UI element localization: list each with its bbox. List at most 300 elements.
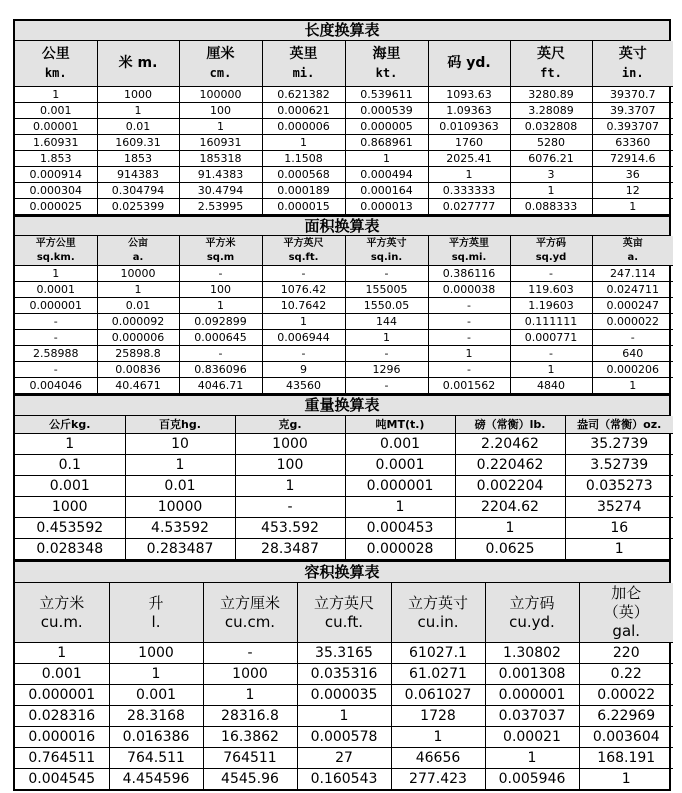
conversion-tables-page xyxy=(13,19,671,791)
table-cell: 1 xyxy=(297,706,391,727)
volume-header-row xyxy=(15,583,673,643)
column-header xyxy=(510,236,592,266)
table-cell: 1076.42 xyxy=(262,282,345,298)
column-header-label: 立方米 xyxy=(39,593,85,612)
table-cell: 0.001 xyxy=(345,434,455,455)
column-header-label: 英亩 xyxy=(622,237,643,249)
table-cell: 1000 xyxy=(15,497,125,518)
table-cell: 30.4794 xyxy=(179,183,262,199)
column-header-label: 公里 xyxy=(41,45,70,62)
table-cell: 0.453592 xyxy=(15,518,125,539)
column-header-label: 盎司（常衡）oz. xyxy=(577,418,662,431)
table-cell: 220 xyxy=(579,643,673,664)
table-cell: 1 xyxy=(15,434,125,455)
table-cell: 1000 xyxy=(203,664,297,685)
table-cell: 0.000013 xyxy=(345,199,428,215)
column-header-label: 公斤kg. xyxy=(49,418,91,431)
table-cell: 61027.1 xyxy=(391,643,485,664)
table-cell: - xyxy=(510,266,592,282)
table-cell: - xyxy=(345,346,428,362)
area-table-title: 面积换算表 xyxy=(15,217,669,236)
table-cell: 46656 xyxy=(391,748,485,769)
table-cell: 1.60931 xyxy=(15,135,97,151)
column-header xyxy=(262,41,345,87)
table-cell: 0.01 xyxy=(125,476,235,497)
table-cell: 0.333333 xyxy=(428,183,510,199)
table-cell: 0.027777 xyxy=(428,199,510,215)
table-cell: 1.853 xyxy=(15,151,97,167)
table-row xyxy=(15,378,673,394)
length-conversion-section xyxy=(13,19,671,214)
table-cell: 0.003604 xyxy=(579,727,673,748)
table-row xyxy=(15,643,673,664)
table-cell: 1853 xyxy=(97,151,179,167)
table-cell: 0.000304 xyxy=(15,183,97,199)
column-header-label: 平方公里 xyxy=(35,237,76,249)
table-cell: - xyxy=(428,314,510,330)
table-cell: 0.000001 xyxy=(345,476,455,497)
table-cell: 0.000006 xyxy=(97,330,179,346)
column-header-label: 平方米 xyxy=(205,237,236,249)
column-header-unit: sq.km. xyxy=(36,251,75,263)
column-header xyxy=(592,41,673,87)
table-cell: 0.220462 xyxy=(455,455,565,476)
column-header-label: 厘米 xyxy=(206,45,235,62)
weight-conversion-section xyxy=(13,393,671,559)
column-header xyxy=(262,236,345,266)
table-cell: 0.764511 xyxy=(15,748,109,769)
table-cell: 0.00021 xyxy=(485,727,579,748)
table-cell: 185318 xyxy=(179,151,262,167)
table-cell: 0.000028 xyxy=(345,539,455,560)
table-cell: 3.52739 xyxy=(565,455,673,476)
table-cell: 40.4671 xyxy=(97,378,179,394)
table-cell: 2204.62 xyxy=(455,497,565,518)
weight-header-row xyxy=(15,416,673,434)
table-cell: 0.004545 xyxy=(15,769,109,790)
table-cell: 0.001308 xyxy=(485,664,579,685)
column-header xyxy=(97,41,179,87)
table-cell: 1 xyxy=(125,455,235,476)
column-header-label: 公亩 xyxy=(128,237,148,249)
table-cell: 39.3707 xyxy=(592,103,673,119)
table-cell: 1 xyxy=(109,664,203,685)
table-cell: 0.028348 xyxy=(15,539,125,560)
table-cell: 0.000038 xyxy=(428,282,510,298)
table-cell: 0.386116 xyxy=(428,266,510,282)
area-conversion-section xyxy=(13,214,671,393)
table-cell: 91.4383 xyxy=(179,167,262,183)
column-header-unit: ft. xyxy=(540,65,562,80)
table-cell: - xyxy=(179,346,262,362)
column-header-unit: in. xyxy=(621,65,644,80)
column-header-unit: gal. xyxy=(612,622,641,640)
table-row xyxy=(15,87,673,103)
table-cell: 1 xyxy=(428,167,510,183)
table-cell: 0.000015 xyxy=(262,199,345,215)
table-cell: 247.114 xyxy=(592,266,673,282)
column-header xyxy=(485,583,579,643)
table-cell: 0.004046 xyxy=(15,378,97,394)
table-cell: 1 xyxy=(97,103,179,119)
table-cell: 36 xyxy=(592,167,673,183)
table-cell: 1 xyxy=(345,330,428,346)
column-header xyxy=(579,583,673,643)
table-cell: 0.000494 xyxy=(345,167,428,183)
table-cell: 0.000247 xyxy=(592,298,673,314)
column-header-label: 平方英寸 xyxy=(366,237,407,249)
table-cell: 0.035316 xyxy=(297,664,391,685)
table-cell: - xyxy=(428,298,510,314)
table-cell: 63360 xyxy=(592,135,673,151)
table-cell: - xyxy=(203,643,297,664)
table-cell: 144 xyxy=(345,314,428,330)
column-header-label: 海里 xyxy=(372,45,401,62)
table-cell: 0.01 xyxy=(97,298,179,314)
table-cell: 1.19603 xyxy=(510,298,592,314)
column-header-unit: sq.mi. xyxy=(451,251,487,263)
column-header-unit: （英） xyxy=(603,603,649,621)
table-row xyxy=(15,476,673,497)
table-row xyxy=(15,199,673,215)
column-header xyxy=(297,583,391,643)
table-cell: 0.092899 xyxy=(179,314,262,330)
table-cell: 1 xyxy=(15,643,109,664)
table-cell: 168.191 xyxy=(579,748,673,769)
column-header xyxy=(203,583,297,643)
column-header-label: 立方厘米 xyxy=(219,593,280,612)
table-cell: 0.0001 xyxy=(345,455,455,476)
table-cell: 1.09363 xyxy=(428,103,510,119)
table-row xyxy=(15,706,673,727)
table-row xyxy=(15,135,673,151)
column-header-unit: a. xyxy=(132,251,144,263)
table-cell: 0.088333 xyxy=(510,199,592,215)
table-cell: 0.0001 xyxy=(15,282,97,298)
table-cell: 35.3165 xyxy=(297,643,391,664)
table-cell: 0.001 xyxy=(15,664,109,685)
table-cell: 4840 xyxy=(510,378,592,394)
column-header-label: 升 xyxy=(148,593,164,612)
table-cell: - xyxy=(592,330,673,346)
table-cell: 1 xyxy=(15,87,97,103)
table-cell: 1 xyxy=(592,199,673,215)
column-header-label: 立方码 xyxy=(509,593,555,612)
column-header-label: 英里 xyxy=(289,45,318,62)
table-cell: 0.836096 xyxy=(179,362,262,378)
table-cell: 3.28089 xyxy=(510,103,592,119)
table-cell: 0.00836 xyxy=(97,362,179,378)
table-cell: 1550.05 xyxy=(345,298,428,314)
table-cell: 1 xyxy=(592,378,673,394)
table-cell: 1 xyxy=(97,282,179,298)
table-row xyxy=(15,455,673,476)
table-cell: 0.000578 xyxy=(297,727,391,748)
column-header-label: 英尺 xyxy=(537,45,565,62)
table-cell: 764.511 xyxy=(109,748,203,769)
table-cell: 28.3487 xyxy=(235,539,345,560)
table-cell: 0.000006 xyxy=(262,119,345,135)
table-cell: 1 xyxy=(428,346,510,362)
table-cell: 1000 xyxy=(109,643,203,664)
column-header-unit: sq.m xyxy=(206,251,235,263)
column-header xyxy=(109,583,203,643)
table-cell: 1760 xyxy=(428,135,510,151)
table-cell: 0.028316 xyxy=(15,706,109,727)
length-table-title: 长度换算表 xyxy=(15,21,669,41)
table-cell: 0.001 xyxy=(15,103,97,119)
table-cell: 12 xyxy=(592,183,673,199)
table-cell: 35.2739 xyxy=(565,434,673,455)
table-cell: 1 xyxy=(510,183,592,199)
column-header xyxy=(15,236,97,266)
table-row xyxy=(15,685,673,706)
table-cell: 1093.63 xyxy=(428,87,510,103)
column-header-label: 英寸 xyxy=(618,45,647,62)
table-cell: - xyxy=(15,330,97,346)
table-cell: 1000 xyxy=(235,434,345,455)
table-cell: 0.000025 xyxy=(15,199,97,215)
table-cell: 3 xyxy=(510,167,592,183)
table-cell: 0.000001 xyxy=(15,685,109,706)
column-header-unit: sq.in. xyxy=(370,251,403,263)
column-header xyxy=(592,236,673,266)
table-cell: 0.00022 xyxy=(579,685,673,706)
table-cell: 0.024711 xyxy=(592,282,673,298)
table-cell: 0.00001 xyxy=(15,119,97,135)
column-header xyxy=(565,416,673,434)
volume-table-title: 容积换算表 xyxy=(15,562,669,583)
table-row xyxy=(15,539,673,560)
table-cell: 1 xyxy=(510,362,592,378)
column-header-unit: l. xyxy=(151,612,161,631)
table-cell: 10 xyxy=(125,434,235,455)
column-header-label: 百克hg. xyxy=(159,418,201,431)
column-header xyxy=(345,41,428,87)
column-header xyxy=(428,41,510,87)
table-row xyxy=(15,183,673,199)
area-table-body xyxy=(15,266,673,394)
table-cell: 43560 xyxy=(262,378,345,394)
table-cell: 1.30802 xyxy=(485,643,579,664)
table-cell: 0.000189 xyxy=(262,183,345,199)
table-cell: 1 xyxy=(262,135,345,151)
table-cell: 0.061027 xyxy=(391,685,485,706)
column-header xyxy=(345,416,455,434)
table-cell: 0.621382 xyxy=(262,87,345,103)
table-cell: 35274 xyxy=(565,497,673,518)
table-cell: 1 xyxy=(345,151,428,167)
table-cell: 0.868961 xyxy=(345,135,428,151)
table-cell: - xyxy=(428,362,510,378)
table-cell: 0.002204 xyxy=(455,476,565,497)
table-cell: 2.53995 xyxy=(179,199,262,215)
table-cell: 0.037037 xyxy=(485,706,579,727)
table-cell: 1 xyxy=(391,727,485,748)
table-row xyxy=(15,119,673,135)
table-cell: 160931 xyxy=(179,135,262,151)
table-cell: - xyxy=(345,378,428,394)
table-cell: 1 xyxy=(579,769,673,790)
table-cell: - xyxy=(428,330,510,346)
table-cell: 0.000914 xyxy=(15,167,97,183)
volume-table-body xyxy=(15,643,673,790)
table-cell: - xyxy=(15,362,97,378)
table-cell: 0.000621 xyxy=(262,103,345,119)
table-cell: 764511 xyxy=(203,748,297,769)
table-cell: 0.000001 xyxy=(15,298,97,314)
length-header-row xyxy=(15,41,673,87)
table-cell: - xyxy=(510,346,592,362)
table-row xyxy=(15,266,673,282)
column-header xyxy=(345,236,428,266)
column-header xyxy=(391,583,485,643)
table-cell: 277.423 xyxy=(391,769,485,790)
weight-conversion-table xyxy=(15,416,673,559)
table-cell: 1609.31 xyxy=(97,135,179,151)
table-cell: 2025.41 xyxy=(428,151,510,167)
table-cell: 0.000005 xyxy=(345,119,428,135)
table-row xyxy=(15,497,673,518)
column-header xyxy=(15,583,109,643)
column-header-label: 立方英寸 xyxy=(407,593,468,612)
table-cell: - xyxy=(345,266,428,282)
table-cell: 1 xyxy=(179,298,262,314)
table-cell: 0.005946 xyxy=(485,769,579,790)
table-cell: - xyxy=(179,266,262,282)
table-row xyxy=(15,330,673,346)
table-cell: 0.304794 xyxy=(97,183,179,199)
table-row xyxy=(15,769,673,790)
table-cell: - xyxy=(262,346,345,362)
table-cell: 0.025399 xyxy=(97,199,179,215)
table-cell: 0.000001 xyxy=(485,685,579,706)
volume-conversion-table xyxy=(15,583,673,789)
table-cell: 100000 xyxy=(179,87,262,103)
table-cell: 39370.7 xyxy=(592,87,673,103)
table-cell: 27 xyxy=(297,748,391,769)
table-cell: 0.000092 xyxy=(97,314,179,330)
area-conversion-table xyxy=(15,236,673,393)
table-row xyxy=(15,727,673,748)
column-header-label: 平方英里 xyxy=(449,237,489,249)
table-cell: - xyxy=(235,497,345,518)
column-header-unit: cu.in. xyxy=(417,612,459,631)
table-cell: 0.0109363 xyxy=(428,119,510,135)
table-cell: 1 xyxy=(235,476,345,497)
table-cell: 25898.8 xyxy=(97,346,179,362)
table-cell: 0.000645 xyxy=(179,330,262,346)
table-cell: 0.032808 xyxy=(510,119,592,135)
table-cell: 1 xyxy=(485,748,579,769)
table-cell: 0.1 xyxy=(15,455,125,476)
table-cell: 28.3168 xyxy=(109,706,203,727)
table-cell: 10.7642 xyxy=(262,298,345,314)
column-header-unit: cu.ft. xyxy=(324,612,364,631)
column-header xyxy=(235,416,345,434)
column-header-label: 吨MT(t.) xyxy=(375,418,425,431)
table-cell: 1296 xyxy=(345,362,428,378)
table-cell: 1 xyxy=(455,518,565,539)
table-cell: 0.006944 xyxy=(262,330,345,346)
table-cell: 640 xyxy=(592,346,673,362)
table-cell: 0.393707 xyxy=(592,119,673,135)
table-cell: 1 xyxy=(565,539,673,560)
table-cell: 10000 xyxy=(97,266,179,282)
table-cell: 100 xyxy=(179,282,262,298)
table-cell: 0.111111 xyxy=(510,314,592,330)
table-cell: 0.160543 xyxy=(297,769,391,790)
table-cell: 0.035273 xyxy=(565,476,673,497)
column-header-unit: cu.yd. xyxy=(509,612,555,631)
column-header-label: 码 yd. xyxy=(447,55,491,71)
column-header xyxy=(179,41,262,87)
table-cell: 2.20462 xyxy=(455,434,565,455)
table-cell: 0.000016 xyxy=(15,727,109,748)
column-header-unit: a. xyxy=(627,251,639,263)
table-cell: 0.016386 xyxy=(109,727,203,748)
table-cell: 1 xyxy=(179,119,262,135)
column-header-unit: cm. xyxy=(209,65,232,80)
table-cell: 0.01 xyxy=(97,119,179,135)
table-cell: 16 xyxy=(565,518,673,539)
table-cell: 9 xyxy=(262,362,345,378)
column-header-label: 平方码 xyxy=(536,237,566,249)
table-cell: 1728 xyxy=(391,706,485,727)
table-cell: 155005 xyxy=(345,282,428,298)
area-header-row xyxy=(15,236,673,266)
column-header xyxy=(125,416,235,434)
column-header xyxy=(428,236,510,266)
length-conversion-table xyxy=(15,41,673,214)
table-cell: 100 xyxy=(179,103,262,119)
table-cell: 1 xyxy=(345,497,455,518)
table-cell: 61.0271 xyxy=(391,664,485,685)
column-header-label: 磅（常衡）lb. xyxy=(474,418,546,431)
table-cell: 0.000771 xyxy=(510,330,592,346)
table-cell: 0.000206 xyxy=(592,362,673,378)
column-header xyxy=(15,416,125,434)
table-row xyxy=(15,434,673,455)
table-cell: 0.283487 xyxy=(125,539,235,560)
table-cell: 4046.71 xyxy=(179,378,262,394)
column-header-unit: mi. xyxy=(292,65,315,80)
table-cell: 0.001562 xyxy=(428,378,510,394)
weight-table-body xyxy=(15,434,673,560)
column-header-label: 平方英尺 xyxy=(283,237,324,249)
column-header xyxy=(510,41,592,87)
table-cell: 10000 xyxy=(125,497,235,518)
table-cell: 0.22 xyxy=(579,664,673,685)
table-cell: 0.001 xyxy=(15,476,125,497)
column-header xyxy=(97,236,179,266)
volume-conversion-section xyxy=(13,559,671,791)
weight-table-title: 重量换算表 xyxy=(15,396,669,416)
table-cell: 100 xyxy=(235,455,345,476)
table-cell: 1000 xyxy=(97,87,179,103)
table-cell: 1 xyxy=(203,685,297,706)
table-cell: 0.539611 xyxy=(345,87,428,103)
table-cell: 72914.6 xyxy=(592,151,673,167)
table-cell: 3280.89 xyxy=(510,87,592,103)
table-row xyxy=(15,151,673,167)
table-row xyxy=(15,103,673,119)
table-cell: 16.3862 xyxy=(203,727,297,748)
column-header-label: 克g. xyxy=(278,418,302,431)
column-header xyxy=(15,41,97,87)
table-cell: 1 xyxy=(15,266,97,282)
table-cell: 0.001 xyxy=(109,685,203,706)
